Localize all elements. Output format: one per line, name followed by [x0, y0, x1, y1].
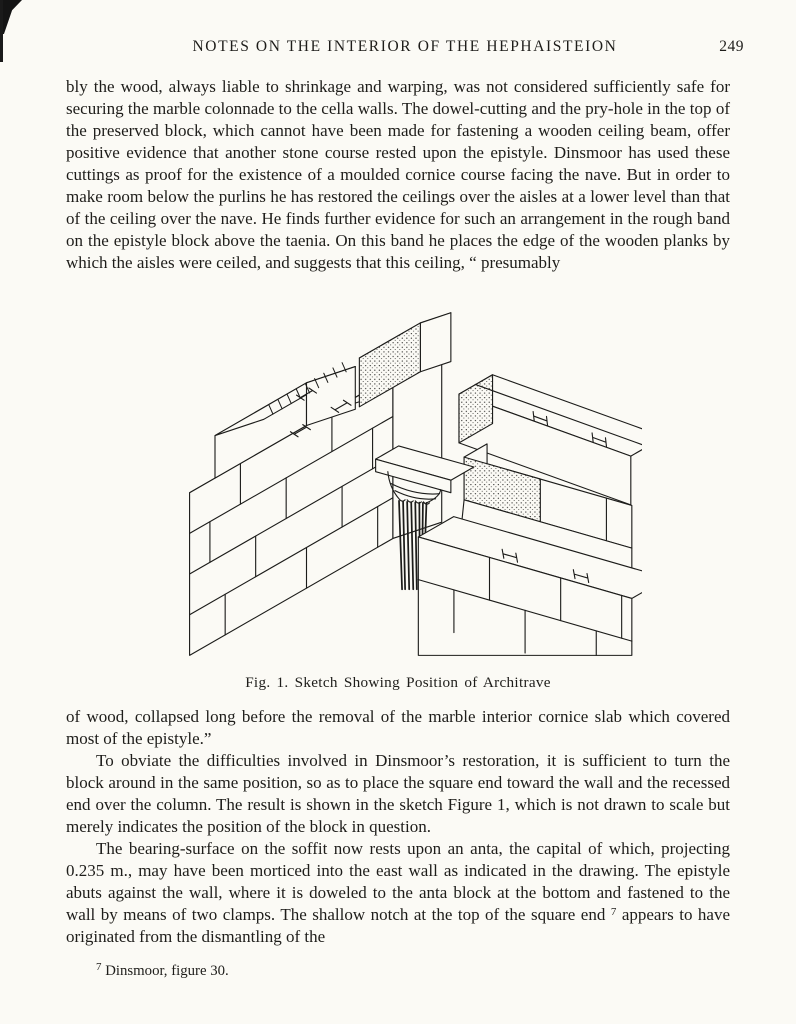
figure-1-sketch	[154, 304, 642, 656]
scan-artifact-corner	[0, 0, 22, 34]
footnote-reference-7: 7	[610, 906, 617, 918]
figure-1	[154, 304, 642, 656]
paragraph-3-text: The bearing-surface on the soffit now rests upon an anta, the capital of which, projecting 0.235 m., may have been morticed into the east wall as indicated in the drawing. The epistyle abuts against the wall, where it is doweled to the anta block at the bottom and fastened to the wall by means of two clamps. The shallow notch at the top of the square end	[66, 839, 730, 924]
paragraph-2: To obviate the difficulties involved in Dinsmoor’s restoration, it is sufficient to turn the block around in the same position, so as to place the square end toward the wall and the recessed end over the column. The result is shown in the sketch Figure 1, which is not drawn to scale but merely indicates the position of the block in question.	[66, 751, 730, 836]
footnote-text: Dinsmoor, figure 30.	[105, 963, 229, 979]
body-text-lower	[66, 706, 730, 948]
footnote-marker: 7	[96, 961, 102, 973]
page-number: 249	[719, 38, 744, 55]
figure-1-caption: Fig. 1. Sketch Showing Position of Architrave	[245, 674, 551, 691]
paragraph-3-text-cont: appears to have originated from the dismantling of the	[66, 905, 731, 946]
body-text-upper	[66, 76, 730, 274]
paragraph-continuation: bly the wood, always liable to shrinkage and warping, was not considered sufficiently safe for securing the marble colonnade to the cella walls. The dowel-cutting and the pry-hole in the top of the preserved block, which cannot have been made for fastening a wooden ceiling beam, offer positive evidence that another stone course rested upon the epistyle. Dinsmoor has used these cuttings as proof for the existence of a moulded cornice course facing the nave. But in order to make room below the purlins he has restored the ceilings over the aisles at a lower level than that of the ceiling over the nave. He finds further evidence for such an arrangement in the rough band on the epistyle block above the taenia. On this band he places the edge of the wooden planks by which the aisles were ceiled, and suggests that this ceiling, “ presumably	[66, 77, 730, 272]
paragraph-3	[66, 838, 730, 948]
paragraph-continuation-2: of wood, collapsed long before the removal of the marble interior cornice slab which covered most of the epistyle.”	[66, 707, 730, 748]
scan-artifact-edge	[0, 0, 3, 62]
footnote-7	[96, 962, 716, 981]
running-header-title: NOTES ON THE INTERIOR OF THE HEPHAISTEION	[192, 38, 618, 55]
